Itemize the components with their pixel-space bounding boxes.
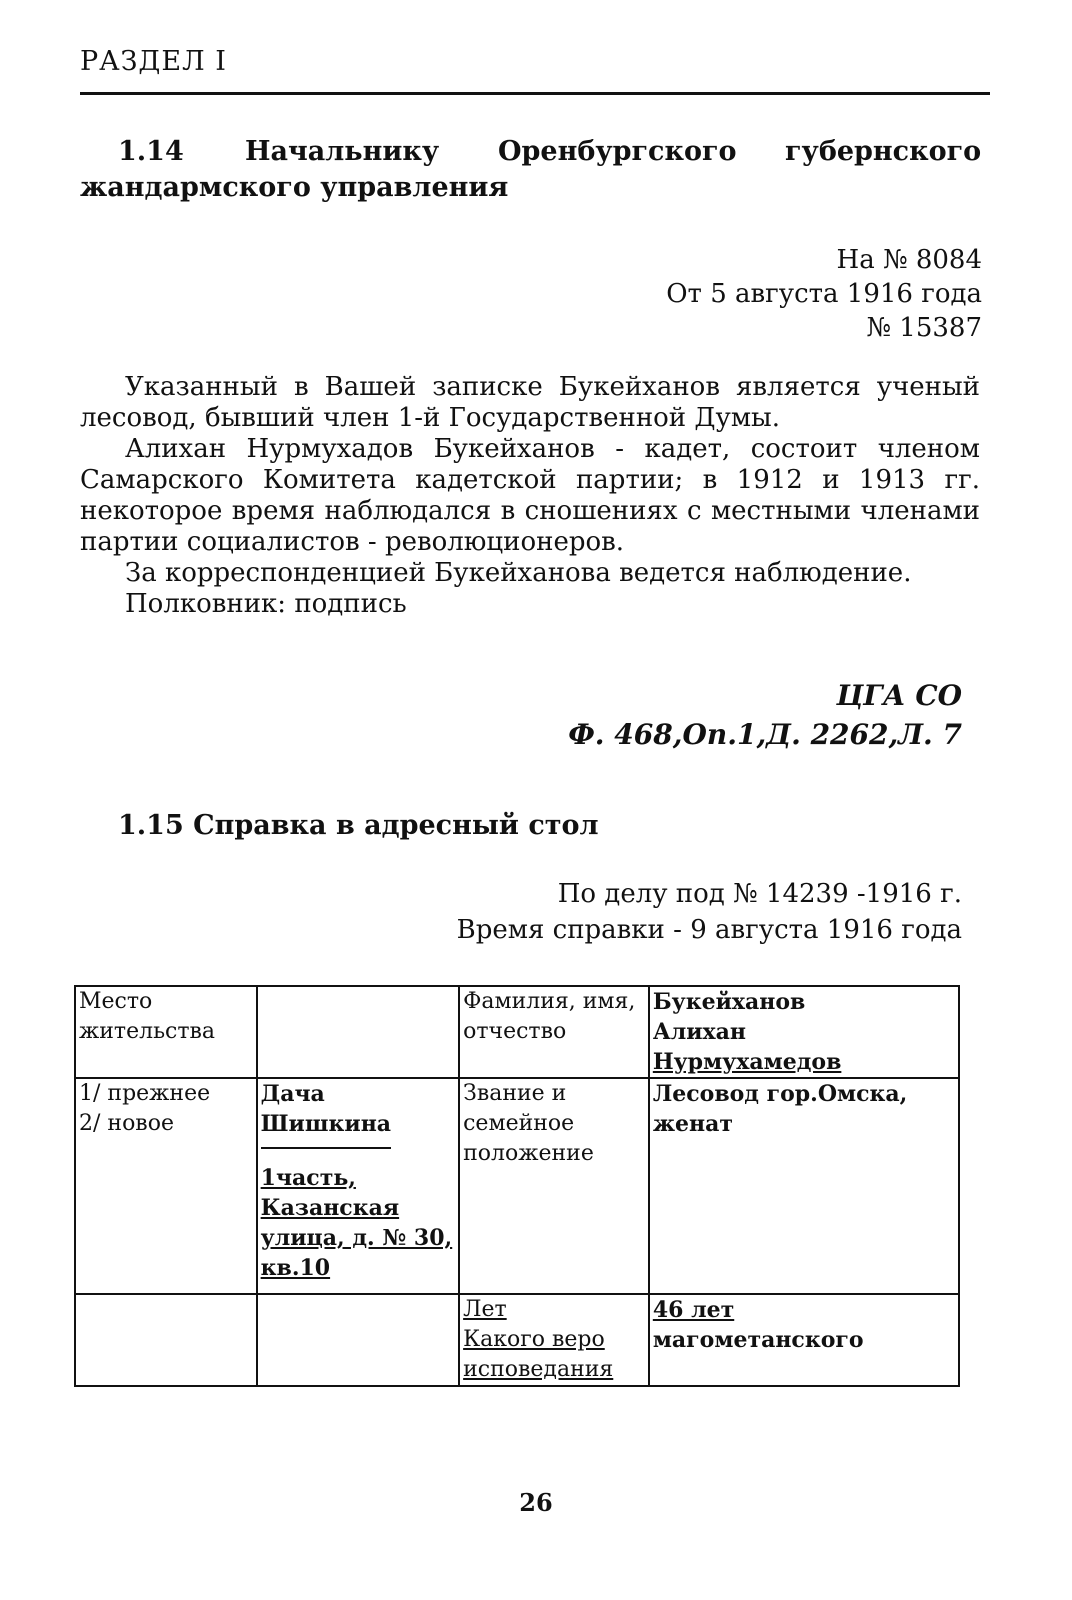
reference-block — [666, 243, 982, 345]
doc-1-14-title-word-1: Начальнику — [245, 136, 440, 167]
reference-date: От 5 августа 1916 года — [666, 279, 982, 309]
full-name-label-cell: Фамилия, имя, отчество — [459, 986, 649, 1078]
table-row — [75, 1078, 959, 1294]
page-number: 26 — [519, 1488, 553, 1517]
new-address: 1часть, Казанская улица, д. № 30, кв.10 — [260, 1165, 453, 1281]
header-rule — [80, 92, 990, 95]
empty-cell — [75, 1294, 257, 1386]
rank-status-label-cell: Звание и семейное положение — [459, 1078, 649, 1294]
residence-label-cell: Место жительства — [75, 986, 257, 1078]
reference-number: На № 8084 — [836, 245, 982, 275]
address-registry-table — [74, 985, 960, 1387]
full-name-value-cell: Букейханов Алихан Нурмухамедов — [649, 986, 959, 1078]
archive-reference — [568, 676, 962, 754]
outgoing-number: № 15387 — [866, 313, 982, 343]
case-info — [457, 876, 962, 948]
doc-1-14-title-line-2: жандармского управления — [80, 172, 509, 203]
paragraph-3: За корреспонденцией Букейханова ведется наблюдение. — [125, 558, 912, 588]
archive-name: ЦГА СО — [836, 679, 962, 712]
address-cell — [257, 1078, 459, 1294]
address-divider — [261, 1147, 391, 1149]
doc-1-15-title: 1.15 Справка в адресный стол — [118, 810, 599, 841]
paragraph-2: Алихан Нурмухадов Букейханов - кадет, состоит членом Самарского Комитета кадетской партии; в 1912 и 1913 гг. некоторое время наблюдался в сношениях с местными членами партии социалистов - революционеров. — [80, 434, 980, 557]
residence-type-cell: 1/ прежнее 2/ новое — [75, 1078, 257, 1294]
table-row — [75, 1294, 959, 1386]
signature-line: Полковник: подпись — [125, 589, 407, 619]
empty-cell — [257, 986, 459, 1078]
inquiry-time: Время справки - 9 августа 1916 года — [456, 915, 962, 945]
letter-body — [80, 372, 980, 620]
doc-1-14-number: 1.14 — [118, 136, 184, 167]
age-religion-label-cell: Лет Какого веро исповедания — [459, 1294, 649, 1386]
case-number: По делу под № 14239 -1916 г. — [557, 879, 962, 909]
section-header: РАЗДЕЛ I — [80, 46, 227, 77]
age-religion-value-cell: 46 лет магометанского — [649, 1294, 959, 1386]
paragraph-1: Указанный в Вашей записке Букейханов является ученый лесовод, бывший член 1-й Государственной Думы. — [80, 372, 980, 433]
empty-cell — [257, 1294, 459, 1386]
doc-1-14-title-word-2: Оренбургского — [498, 136, 737, 167]
archive-fund: Ф. 468,Оп.1,Д. 2262,Л. 7 — [568, 718, 962, 751]
rank-status-value-cell: Лесовод гор.Омска, женат — [649, 1078, 959, 1294]
table-row — [75, 986, 959, 1078]
doc-1-14-title-word-3: губернского — [785, 136, 982, 167]
old-address: Дача Шишкина — [260, 1081, 392, 1137]
